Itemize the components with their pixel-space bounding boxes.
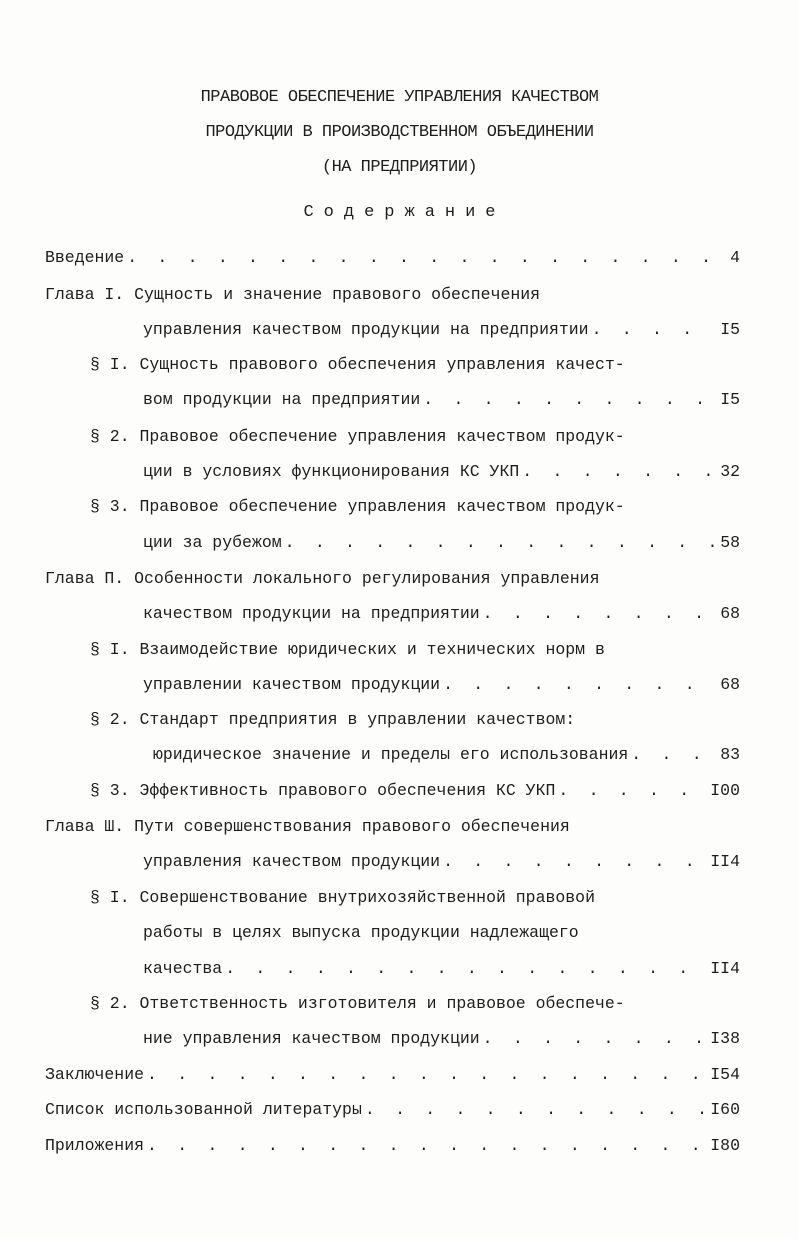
toc-chapter-1-line-1: Глава I. Сущность и значение правового обеспечения bbox=[45, 285, 541, 304]
toc-ch2-section-2-line-1: § 2. Стандарт предприятия в управлении качеством: bbox=[90, 710, 576, 729]
toc-leader bbox=[480, 1027, 707, 1051]
toc-label: Приложения bbox=[45, 1136, 145, 1155]
toc-label: качества bbox=[143, 959, 223, 978]
toc-leader bbox=[519, 460, 716, 484]
toc-page-number: 32 bbox=[720, 462, 740, 481]
toc-entry-appendices bbox=[45, 1134, 740, 1158]
toc-ch2-section-1-line-1: § I. Взаимодействие юридических и технических норм в bbox=[90, 640, 605, 659]
toc-leader bbox=[144, 1063, 706, 1087]
toc-page-number: I54 bbox=[710, 1065, 740, 1084]
toc-leader bbox=[440, 850, 706, 874]
toc-page-number: 68 bbox=[720, 675, 740, 694]
toc-label: Заключение bbox=[45, 1065, 145, 1084]
toc-page-number: I00 bbox=[710, 781, 740, 800]
toc-page-number: I5 bbox=[720, 390, 740, 409]
toc-page-number: 83 bbox=[720, 745, 740, 764]
toc-page-number: II4 bbox=[710, 959, 740, 978]
title-line-2: ПРОДУКЦИИ В ПРОИЗВОДСТВЕННОМ ОБЪЕДИНЕНИИ bbox=[205, 123, 594, 142]
toc-leader bbox=[420, 388, 716, 412]
toc-chapter-2-line-1: Глава П. Особенности локального регулирования управления bbox=[45, 569, 600, 588]
toc-page-number: I38 bbox=[710, 1029, 740, 1048]
toc-leader bbox=[124, 246, 726, 270]
toc-leader bbox=[282, 531, 717, 555]
toc-chapter-3-line-2 bbox=[143, 850, 740, 874]
toc-leader bbox=[144, 1134, 706, 1158]
toc-page-number: I80 bbox=[710, 1136, 740, 1155]
toc-ch1-section-1-line-2 bbox=[143, 388, 740, 412]
toc-label: управления качеством продукции на предприятии bbox=[143, 320, 589, 339]
toc-chapter-2-line-2 bbox=[143, 602, 740, 626]
toc-leader bbox=[628, 743, 716, 767]
title-line-3: (НА ПРЕДПРИЯТИИ) bbox=[321, 158, 478, 177]
toc-ch1-section-2-line-1: § 2. Правовое обеспечение управления качеством продук- bbox=[90, 427, 625, 446]
toc-ch3-section-1-line-3 bbox=[143, 957, 740, 981]
toc-ch1-section-2-line-2 bbox=[143, 460, 740, 484]
toc-chapter-3-line-1: Глава Ш. Пути совершенствования правового обеспечения bbox=[45, 817, 570, 836]
title-line-1: ПРАВОВОЕ ОБЕСПЕЧЕНИЕ УПРАВЛЕНИЯ КАЧЕСТВОМ bbox=[200, 88, 599, 107]
toc-label: ции в условиях функционирования КС УКП bbox=[143, 462, 520, 481]
toc-entry-intro bbox=[45, 246, 740, 270]
contents-heading: Содержание bbox=[303, 203, 506, 222]
toc-entry-literature bbox=[45, 1098, 740, 1122]
toc-label: § 3. Эффективность правового обеспечения КС УКП bbox=[90, 781, 556, 800]
toc-ch2-section-1-line-2 bbox=[143, 673, 740, 697]
toc-label: юридическое значение и пределы его использования bbox=[153, 745, 629, 764]
toc-label: вом продукции на предприятии bbox=[143, 390, 421, 409]
toc-page-number: 58 bbox=[720, 533, 740, 552]
toc-leader bbox=[480, 602, 717, 626]
toc-page-number: I60 bbox=[710, 1100, 740, 1119]
toc-label: ние управления качеством продукции bbox=[143, 1029, 480, 1048]
toc-leader bbox=[589, 318, 717, 342]
toc-page-number: 68 bbox=[720, 604, 740, 623]
toc-ch2-section-2-line-2 bbox=[153, 743, 740, 767]
toc-ch3-section-1-line-1: § I. Совершенствование внутрихозяйственной правовой bbox=[90, 888, 595, 907]
toc-leader bbox=[440, 673, 716, 697]
toc-label: Введение bbox=[45, 248, 125, 267]
toc-label: качеством продукции на предприятии bbox=[143, 604, 480, 623]
toc-entry-conclusion bbox=[45, 1063, 740, 1087]
toc-label: управлении качеством продукции bbox=[143, 675, 441, 694]
toc-label: ции за рубежом bbox=[143, 533, 282, 552]
toc-leader bbox=[555, 779, 706, 803]
toc-ch3-section-2-line-2 bbox=[143, 1027, 740, 1051]
toc-page-number: 4 bbox=[730, 248, 740, 267]
toc-label: Список использованной литературы bbox=[45, 1100, 362, 1119]
toc-ch3-section-2-line-1: § 2. Ответственность изготовителя и правовое обеспече- bbox=[90, 994, 625, 1013]
toc-label: управления качеством продукции bbox=[143, 852, 441, 871]
toc-leader bbox=[362, 1098, 706, 1122]
toc-leader bbox=[222, 957, 706, 981]
toc-ch1-section-1-line-1: § I. Сущность правового обеспечения управления качест- bbox=[90, 355, 625, 374]
toc-chapter-1-line-2 bbox=[143, 318, 740, 342]
toc-ch3-section-1-line-2: работы в целях выпуска продукции надлежащего bbox=[143, 923, 579, 942]
toc-page-number: I5 bbox=[720, 320, 740, 339]
toc-ch2-section-3 bbox=[90, 779, 740, 803]
toc-ch1-section-3-line-1: § 3. Правовое обеспечение управления качеством продук- bbox=[90, 497, 625, 516]
toc-ch1-section-3-line-2 bbox=[143, 531, 740, 555]
toc-page-number: II4 bbox=[710, 852, 740, 871]
